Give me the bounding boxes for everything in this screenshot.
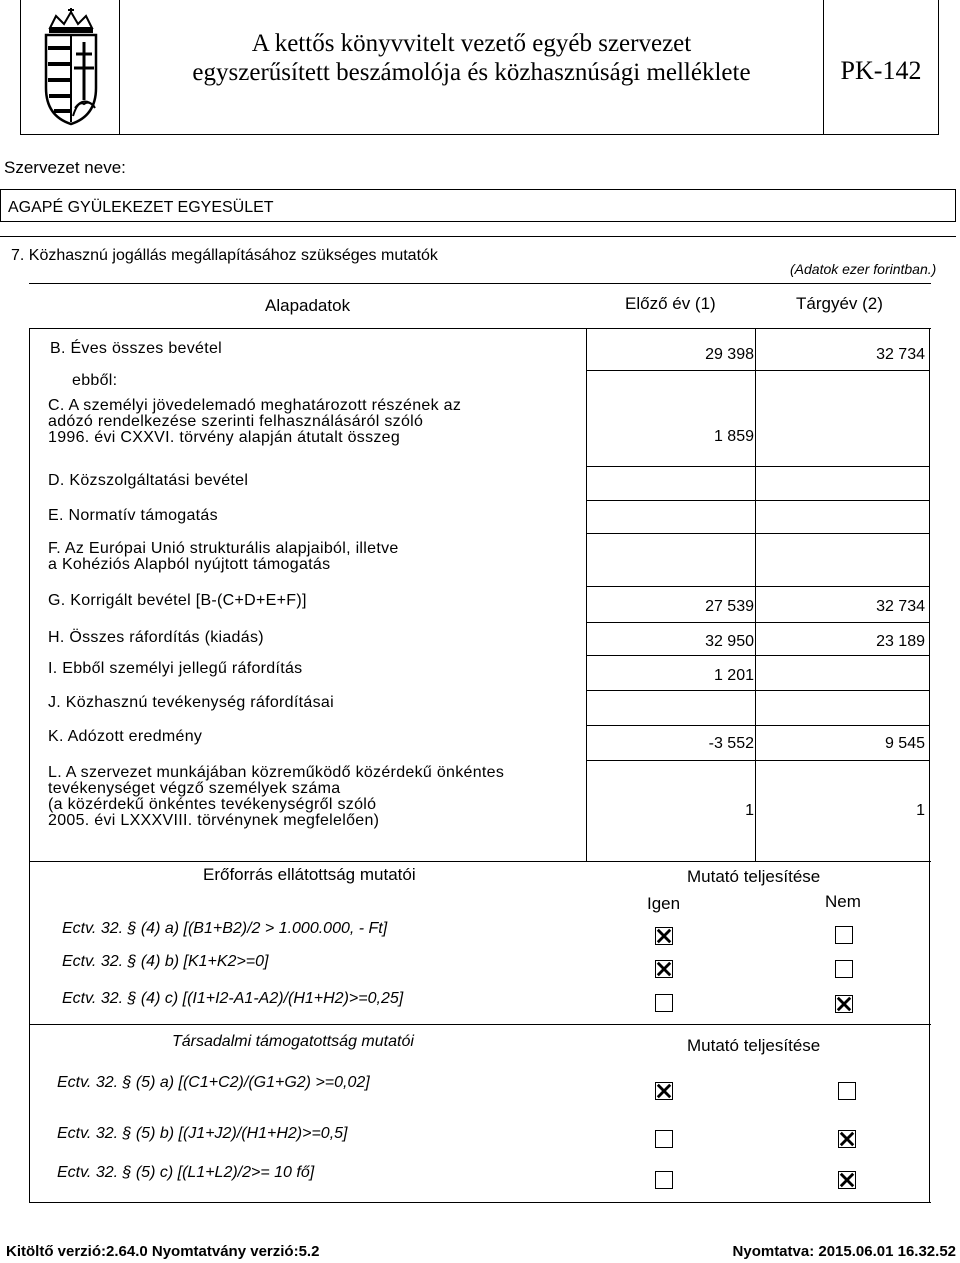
resource-item-1-yes-checkbox[interactable] [655, 927, 673, 945]
col-header-prev: Előző év (1) [625, 294, 716, 313]
resources-yes-header: Igen [647, 894, 681, 913]
resource-item-2-no-checkbox[interactable] [835, 960, 853, 978]
footer-printed: Nyomtatva: 2015.06.01 16.32.52 [732, 1243, 956, 1260]
row-b-curr[interactable]: 32 734 [876, 346, 925, 363]
row-l-curr[interactable]: 1 [916, 802, 925, 819]
org-name-label: Szervezet neve: [4, 158, 126, 177]
resources-fulfil-title: Mutató teljesítése [687, 867, 821, 886]
row-g-prev[interactable]: 27 539 [705, 598, 754, 615]
check-x-icon [656, 1083, 672, 1099]
row-b-label: B. Éves összes bevétel [50, 340, 223, 357]
form-title-line1: A kettős könyvvitelt vezető egyéb szervezet [251, 30, 692, 57]
row-c-prev[interactable]: 1 859 [713, 428, 754, 445]
social-fulfil-title: Mutató teljesítése [687, 1036, 821, 1055]
coat-of-arms-icon [38, 8, 104, 126]
social-item-1-yes-checkbox[interactable] [655, 1082, 673, 1100]
row-h-prev[interactable]: 32 950 [705, 633, 754, 650]
social-item-1-label: Ectv. 32. § (5) a) [(C1+C2)/(G1+G2) >=0,02] [57, 1074, 370, 1091]
check-x-icon [839, 1131, 855, 1147]
row-g-label: G. Korrigált bevétel [B-(C+D+E+F)] [48, 592, 307, 609]
row-l-label: L. A szervezet munkájában közreműködő közérdekű önkéntes tevékenységet végző személyek száma (a közérdekű önkéntes tevékenységről szóló 2005. évi LXXXVIII. törvénynek megfelelően) [48, 764, 505, 829]
social-item-1-no-checkbox[interactable] [838, 1082, 856, 1100]
row-j-label: J. Közhasznú tevékenység ráfordításai [48, 694, 334, 711]
resources-no-header: Nem [825, 892, 861, 911]
check-x-icon [656, 928, 672, 944]
row-ofwhich-label: ebből: [72, 372, 118, 389]
row-g-curr[interactable]: 32 734 [876, 598, 925, 615]
social-item-3-no-checkbox[interactable] [838, 1171, 856, 1189]
row-h-curr[interactable]: 23 189 [876, 633, 925, 650]
resource-item-2-label: Ectv. 32. § (4) b) [K1+K2>=0] [62, 953, 269, 970]
footer-version: Kitöltő verzió:2.64.0 Nyomtatvány verzió:5.2 [6, 1243, 320, 1260]
check-x-icon [836, 996, 852, 1012]
resource-item-1-label: Ectv. 32. § (4) a) [(B1+B2)/2 > 1.000.000, - Ft] [62, 920, 388, 937]
section-title: 7. Közhasznú jogállás megállapításához szükséges mutatók [11, 247, 438, 264]
row-i-prev[interactable]: 1 201 [713, 667, 754, 684]
unit-note: (Adatok ezer forintban.) [790, 261, 937, 277]
row-d-label: D. Közszolgáltatási bevétel [48, 472, 249, 489]
check-x-icon [839, 1172, 855, 1188]
form-code: PK-142 [840, 56, 922, 85]
row-b-prev[interactable]: 29 398 [705, 346, 754, 363]
resource-item-3-yes-checkbox[interactable] [655, 994, 673, 1012]
row-k-curr[interactable]: 9 545 [884, 735, 925, 752]
row-c-label: C. A személyi jövedelemadó meghatározott részének az adózó rendelkezése szerinti felhasználásáról szóló 1996. évi CXXVI. törvény alapján átutalt összeg [48, 397, 462, 446]
resource-item-2-yes-checkbox[interactable] [655, 960, 673, 978]
row-f-label: F. Az Európai Unió strukturális alapjaiból, illetve a Kohéziós Alapból nyújtott támogatás [48, 540, 399, 573]
resources-title: Erőforrás ellátottság mutatói [203, 865, 416, 884]
social-item-3-yes-checkbox[interactable] [655, 1171, 673, 1189]
resource-item-3-no-checkbox[interactable] [835, 995, 853, 1013]
org-name-value: AGAPÉ GYÜLEKEZET EGYESÜLET [8, 199, 274, 216]
social-item-2-label: Ectv. 32. § (5) b) [(J1+J2)/(H1+H2)>=0,5] [57, 1125, 348, 1142]
resource-item-1-no-checkbox[interactable] [835, 926, 853, 944]
social-item-2-yes-checkbox[interactable] [655, 1130, 673, 1148]
row-i-label: I. Ebből személyi jellegű ráfordítás [48, 660, 303, 677]
social-title: Társadalmi támogatottság mutatói [172, 1033, 414, 1050]
resource-item-3-label: Ectv. 32. § (4) c) [(I1+I2-A1-A2)/(H1+H2)>=0,25] [62, 990, 404, 1007]
row-k-prev[interactable]: -3 552 [708, 735, 754, 752]
row-e-label: E. Normatív támogatás [48, 507, 218, 524]
col-header-basic: Alapadatok [265, 296, 351, 315]
social-item-2-no-checkbox[interactable] [838, 1130, 856, 1148]
social-item-3-label: Ectv. 32. § (5) c) [(L1+L2)/2>= 10 fő] [57, 1164, 315, 1181]
check-x-icon [656, 961, 672, 977]
col-header-curr: Tárgyév (2) [796, 294, 883, 313]
form-title-line2: egyszerűsített beszámolója és közhasznúsági melléklete [192, 59, 751, 86]
row-l-prev[interactable]: 1 [745, 802, 754, 819]
row-k-label: K. Adózott eredmény [48, 728, 203, 745]
row-h-label: H. Összes ráfordítás (kiadás) [48, 629, 264, 646]
